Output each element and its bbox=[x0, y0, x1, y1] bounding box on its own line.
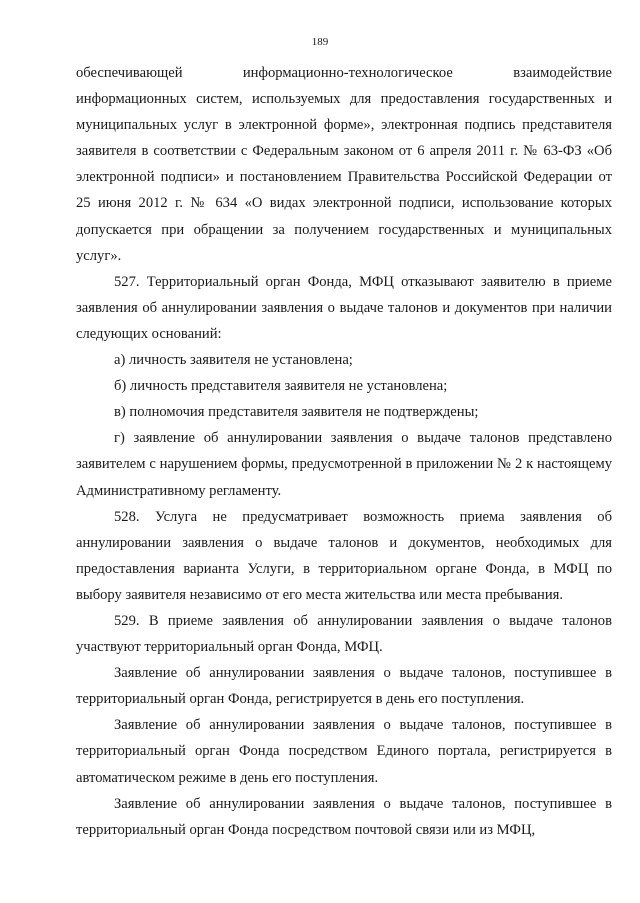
list-item-a: а) личность заявителя не установлена; bbox=[114, 352, 353, 369]
paragraph-registration-portal: Заявление об аннулировании заявления о выдаче талонов, поступившее в территориальный орган Фонда посредством Единого портала, регистрируется в автоматическом режиме в день его поступления. bbox=[76, 717, 612, 786]
page-number: 189 bbox=[311, 36, 329, 48]
paragraph-registration: Заявление об аннулировании заявления о выдаче талонов, поступившее в территориальный орган Фонда, регистрируется в день его поступления. bbox=[76, 665, 612, 708]
paragraph-continuation: обеспечивающей информационно-технологическое взаимодействие информационных систем, используемых для предоставления государственных и муниципальных услуг в электронной форме», электронная подпись представителя заявителя в соответствии с Федеральным законом от 6 апреля 2011 г. № 63-ФЗ «Об электронной подписи» и постановлением Правительства Российской Федерации от 25 июня 2012 г. № 634 «О видах электронной подписи, использование которых допускается при обращении за получением государственных и муниципальных услуг». bbox=[76, 65, 612, 264]
list-item-b: б) личность представителя заявителя не установлена; bbox=[114, 378, 448, 395]
list-item-g: г) заявление об аннулировании заявления о выдаче талонов представлено заявителем с нарушением формы, предусмотренной в приложении № 2 к настоящему Административному регламенту. bbox=[76, 430, 612, 499]
paragraph-registration-post: Заявление об аннулировании заявления о выдаче талонов, поступившее в территориальный орган Фонда посредством почтовой связи или из МФЦ, bbox=[76, 795, 612, 838]
document-body bbox=[76, 60, 612, 843]
list-item-v: в) полномочия представителя заявителя не подтверждены; bbox=[114, 404, 479, 421]
paragraph-527: 527. Территориальный орган Фонда, МФЦ отказывают заявителю в приеме заявления об аннулировании заявления о выдаче талонов и документов при наличии следующих оснований: bbox=[76, 273, 612, 342]
paragraph-529: 529. В приеме заявления об аннулировании заявления о выдаче талонов участвуют территориальный орган Фонда, МФЦ. bbox=[76, 612, 612, 656]
paragraph-528: 528. Услуга не предусматривает возможность приема заявления об аннулировании заявления о выдаче талонов и документов, необходимых для предоставления варианта Услуги, в территориальном органе Фонда, в МФЦ по выбору заявителя независимо от его места жительства или места пребывания. bbox=[76, 508, 612, 603]
